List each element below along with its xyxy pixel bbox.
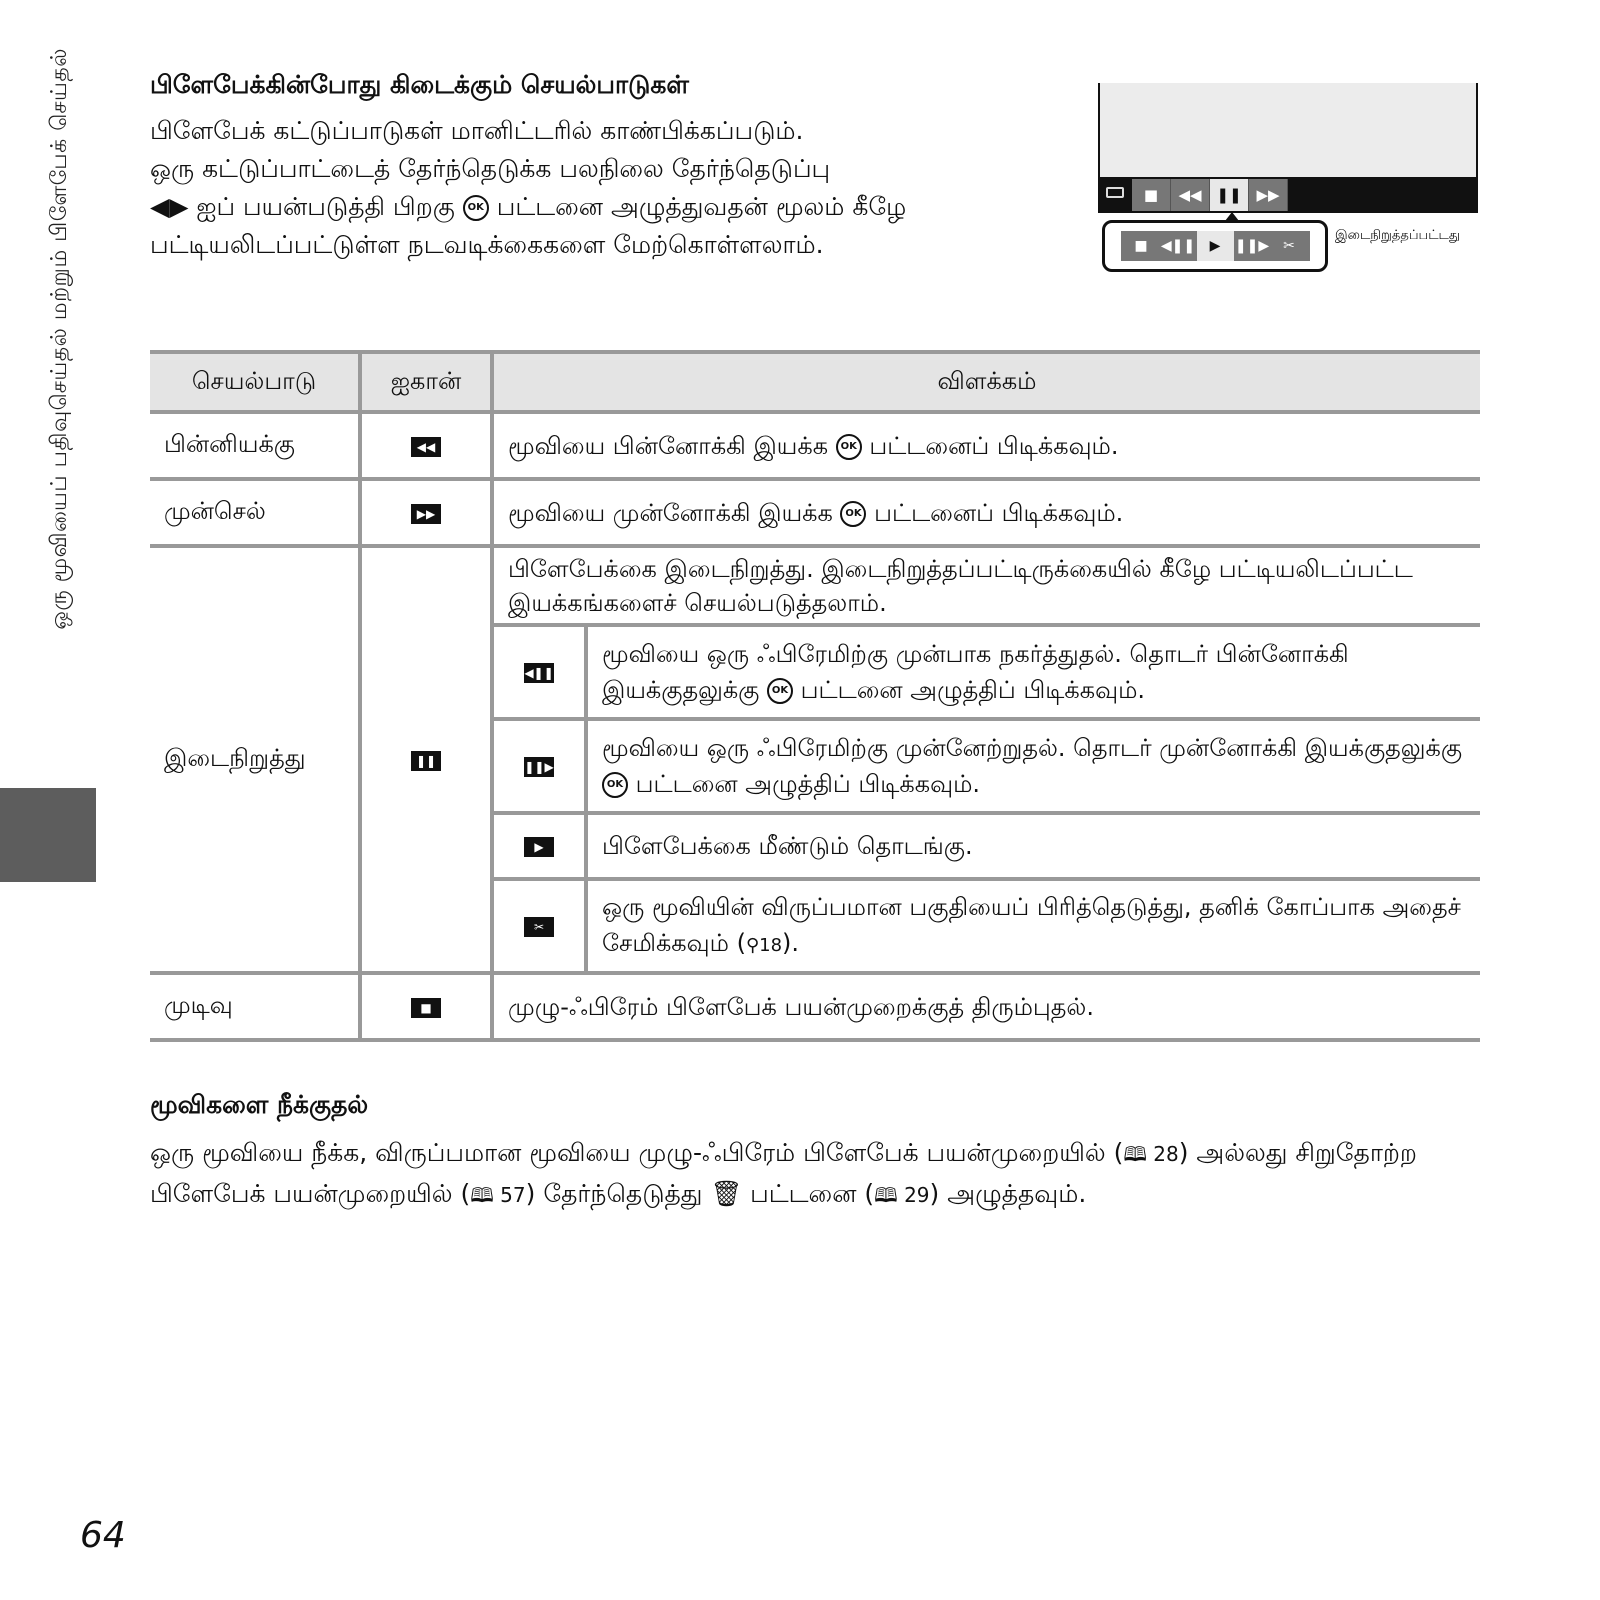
stop-icon: ■: [1134, 238, 1148, 254]
desc-part: ஒரு மூவியின் விருப்பமான பகுதியைப் பிரித்தெடுத்து, தனிக் கோப்பாக அதைச் சேமிக்கவும் (: [602, 892, 1461, 957]
body-part: ) தேர்ந்தெடுத்து: [525, 1179, 711, 1208]
table-row: [150, 546, 1480, 625]
row-description: பிளேபேக்கை இடைநிறுத்து. இடைநிறுத்தப்பட்டிருக்கையில் கீழே பட்டியலிடப்பட்ட இயக்கங்களைச் செயல்படுத்தலாம்.: [492, 546, 1480, 625]
multi-selector-arrows-icon: ◀▶: [150, 192, 189, 221]
paused-callout: இடைநிறுத்தப்பட்டது: [1335, 228, 1461, 243]
battery-icon: [1106, 187, 1124, 198]
edit-movie-icon: ✂: [1283, 238, 1295, 254]
body-part: ஒரு மூவியை நீக்க, விருப்பமான மூவியை முழு-ஃபிரேம் பிளேபேக் பயன்முறையில் (: [150, 1138, 1124, 1167]
trash-icon: 🗑: [710, 1179, 743, 1208]
intro-text: [150, 112, 1030, 264]
desc-part: பட்டனை அழுத்திப் பிடிக்கவும்.: [793, 676, 1146, 704]
table-row: [150, 479, 1480, 546]
fast-forward-icon: ▶▶: [411, 504, 441, 524]
frame-back-icon: ◀❚❚: [1160, 238, 1196, 254]
page-reference: 🕮 29: [874, 1183, 930, 1207]
ok-button-icon: OK: [767, 678, 793, 704]
desc-part: பட்டனை அழுத்திப் பிடிக்கவும்.: [628, 770, 981, 798]
table-row: [150, 973, 1480, 1040]
delete-section-title: மூவிகளை நீக்குதல்: [150, 1090, 369, 1119]
table-row: [150, 412, 1480, 479]
row-name: பின்னியக்கு: [150, 412, 360, 479]
header-icon: ஐகான்: [360, 352, 492, 412]
side-section-label: ஒரு மூவியைப் பதிவுசெய்தல் மற்றும் பிளேபேக் செய்தல்: [47, 48, 72, 630]
body-part: பட்டனை (: [742, 1179, 875, 1208]
table-header-row: [150, 352, 1480, 412]
paused-controls-illustration: [1102, 220, 1328, 272]
page-number: 64: [80, 1515, 126, 1556]
frame-advance-icon: ❚❚▶: [524, 757, 554, 777]
ok-button-icon: OK: [463, 195, 489, 221]
row-description: [492, 479, 1480, 546]
body-part: ) அல்லது சிறுதோற்ற பிளேபேக் பயன்முறையில் (: [150, 1138, 1417, 1208]
frame-advance-icon: ❚❚▶: [1234, 238, 1270, 254]
ok-button-icon: OK: [836, 434, 862, 460]
desc-part: பட்டனைப் பிடிக்கவும்.: [861, 431, 1119, 460]
desc-part: மூவியை பின்னோக்கி இயக்க: [508, 431, 836, 460]
desc-part: பட்டனைப் பிடிக்கவும்.: [866, 498, 1124, 527]
row-name: முடிவு: [150, 973, 360, 1040]
section-title: பிளேபேக்கின்போது கிடைக்கும் செயல்பாடுகள்: [150, 70, 689, 99]
intro-text-a: ஒரு கட்டுப்பாட்டைத் தேர்ந்தெடுக்க பலநிலை தேர்ந்தெடுப்பு: [150, 154, 831, 183]
page-reference: 🕮 57: [470, 1183, 526, 1207]
playback-operations-table: [150, 350, 1480, 1042]
row-name: இடைநிறுத்து: [150, 546, 360, 973]
ok-button-icon: OK: [840, 501, 866, 527]
row-description: முழு-ஃபிரேம் பிளேபேக் பயன்முறைக்குத் திரும்புதல்.: [492, 973, 1480, 1040]
page-reference: 🕮 28: [1123, 1142, 1179, 1166]
subrow-description: [586, 625, 1480, 719]
header-description: விளக்கம்: [492, 352, 1480, 412]
cross-reference: ⚲18: [745, 934, 783, 956]
play-icon: ▶: [524, 837, 554, 857]
playback-controls: [1132, 179, 1288, 211]
play-icon: ▶: [1197, 231, 1234, 261]
monitor-illustration: [1098, 83, 1478, 213]
header-function: செயல்பாடு: [150, 352, 360, 412]
row-name: முன்செல்: [150, 479, 360, 546]
intro-line-2: [150, 150, 1030, 264]
desc-part: மூவியை ஒரு ஃபிரேமிற்கு முன்னேற்றுதல். தொடர் முன்னோக்கி இயக்குதலுக்கு: [602, 734, 1463, 762]
delete-section-body: [150, 1133, 1480, 1215]
fast-forward-icon: ▶▶: [1249, 179, 1288, 211]
intro-line-1: பிளேபேக் கட்டுப்பாடுகள் மானிட்டரில் காண்பிக்கப்படும்.: [150, 116, 804, 145]
pause-icon: ❚❚: [1210, 179, 1249, 211]
row-description: [492, 412, 1480, 479]
rewind-icon: ◀◀: [1171, 179, 1210, 211]
rewind-icon: ◀◀: [411, 437, 441, 457]
subrow-description: [586, 719, 1480, 813]
frame-back-icon: ◀❚❚: [524, 663, 554, 683]
desc-part: ).: [782, 928, 800, 957]
monitor-control-bar: [1100, 177, 1476, 213]
pause-icon: ❚❚: [411, 751, 441, 771]
desc-part: மூவியை ஒரு ஃபிரேமிற்கு முன்பாக நகர்த்துதல். தொடர் பின்னோக்கி இயக்குதலுக்கு: [602, 640, 1349, 704]
subrow-description: பிளேபேக்கை மீண்டும் தொடங்கு.: [586, 813, 1480, 879]
intro-text-c: பட்டனை அழுத்துவதன் மூலம் கீழே பட்டியலிடப்பட்டுள்ள நடவடிக்கைகளை மேற்கொள்ளலாம்.: [150, 192, 907, 259]
body-part: ) அழுத்தவும்.: [929, 1179, 1087, 1208]
section-tab: [0, 788, 96, 882]
edit-movie-icon: ✂: [524, 917, 554, 937]
desc-part: மூவியை முன்னோக்கி இயக்க: [508, 498, 841, 527]
intro-text-b: ஐப் பயன்படுத்தி பிறகு: [188, 192, 463, 221]
subrow-description: [586, 879, 1480, 973]
stop-icon: ■: [411, 998, 441, 1018]
stop-icon: ■: [1132, 179, 1171, 211]
ok-button-icon: OK: [602, 772, 628, 798]
